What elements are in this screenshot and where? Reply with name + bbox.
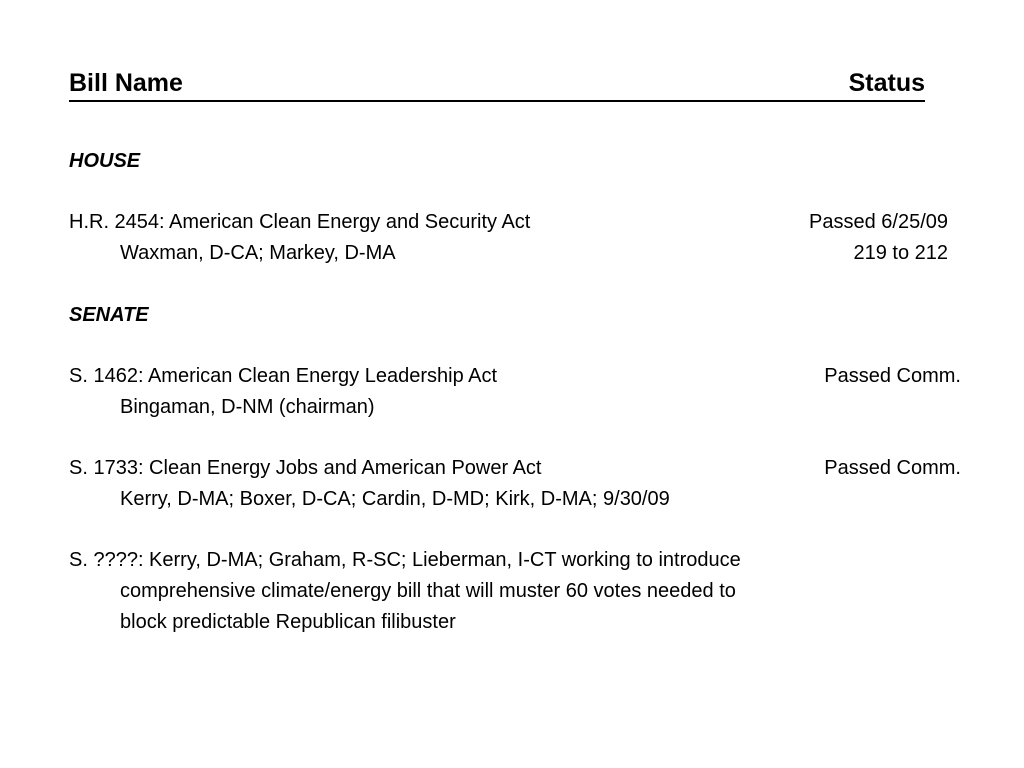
status-header: Status xyxy=(848,69,925,97)
s-unnumbered-title: S. ????: Kerry, D-MA; Graham, R-SC; Lieberman, I-CT working to introduce xyxy=(69,549,741,571)
s1733-status: Passed Comm. xyxy=(824,457,961,479)
table-header xyxy=(69,68,925,102)
s1462-sponsors: Bingaman, D-NM (chairman) xyxy=(120,396,375,418)
hr2454-sponsors: Waxman, D-CA; Markey, D-MA xyxy=(120,242,396,264)
hr2454-status: Passed 6/25/09 xyxy=(809,211,948,233)
hr2454-title: H.R. 2454: American Clean Energy and Security Act xyxy=(69,211,531,233)
hr2454-vote: 219 to 212 xyxy=(853,242,948,264)
s-unnumbered-line2: comprehensive climate/energy bill that will muster 60 votes needed to xyxy=(120,580,736,602)
bill-name-header: Bill Name xyxy=(69,69,183,97)
s1462-status: Passed Comm. xyxy=(824,365,961,387)
s1733-title: S. 1733: Clean Energy Jobs and American Power Act xyxy=(69,457,542,479)
s-unnumbered-line3: block predictable Republican filibuster xyxy=(120,611,456,633)
s1462-title: S. 1462: American Clean Energy Leadership Act xyxy=(69,365,498,387)
house-section-label: HOUSE xyxy=(69,150,141,172)
s1733-sponsors: Kerry, D-MA; Boxer, D-CA; Cardin, D-MD; Kirk, D-MA; 9/30/09 xyxy=(120,488,670,510)
senate-section-label: SENATE xyxy=(69,304,149,326)
